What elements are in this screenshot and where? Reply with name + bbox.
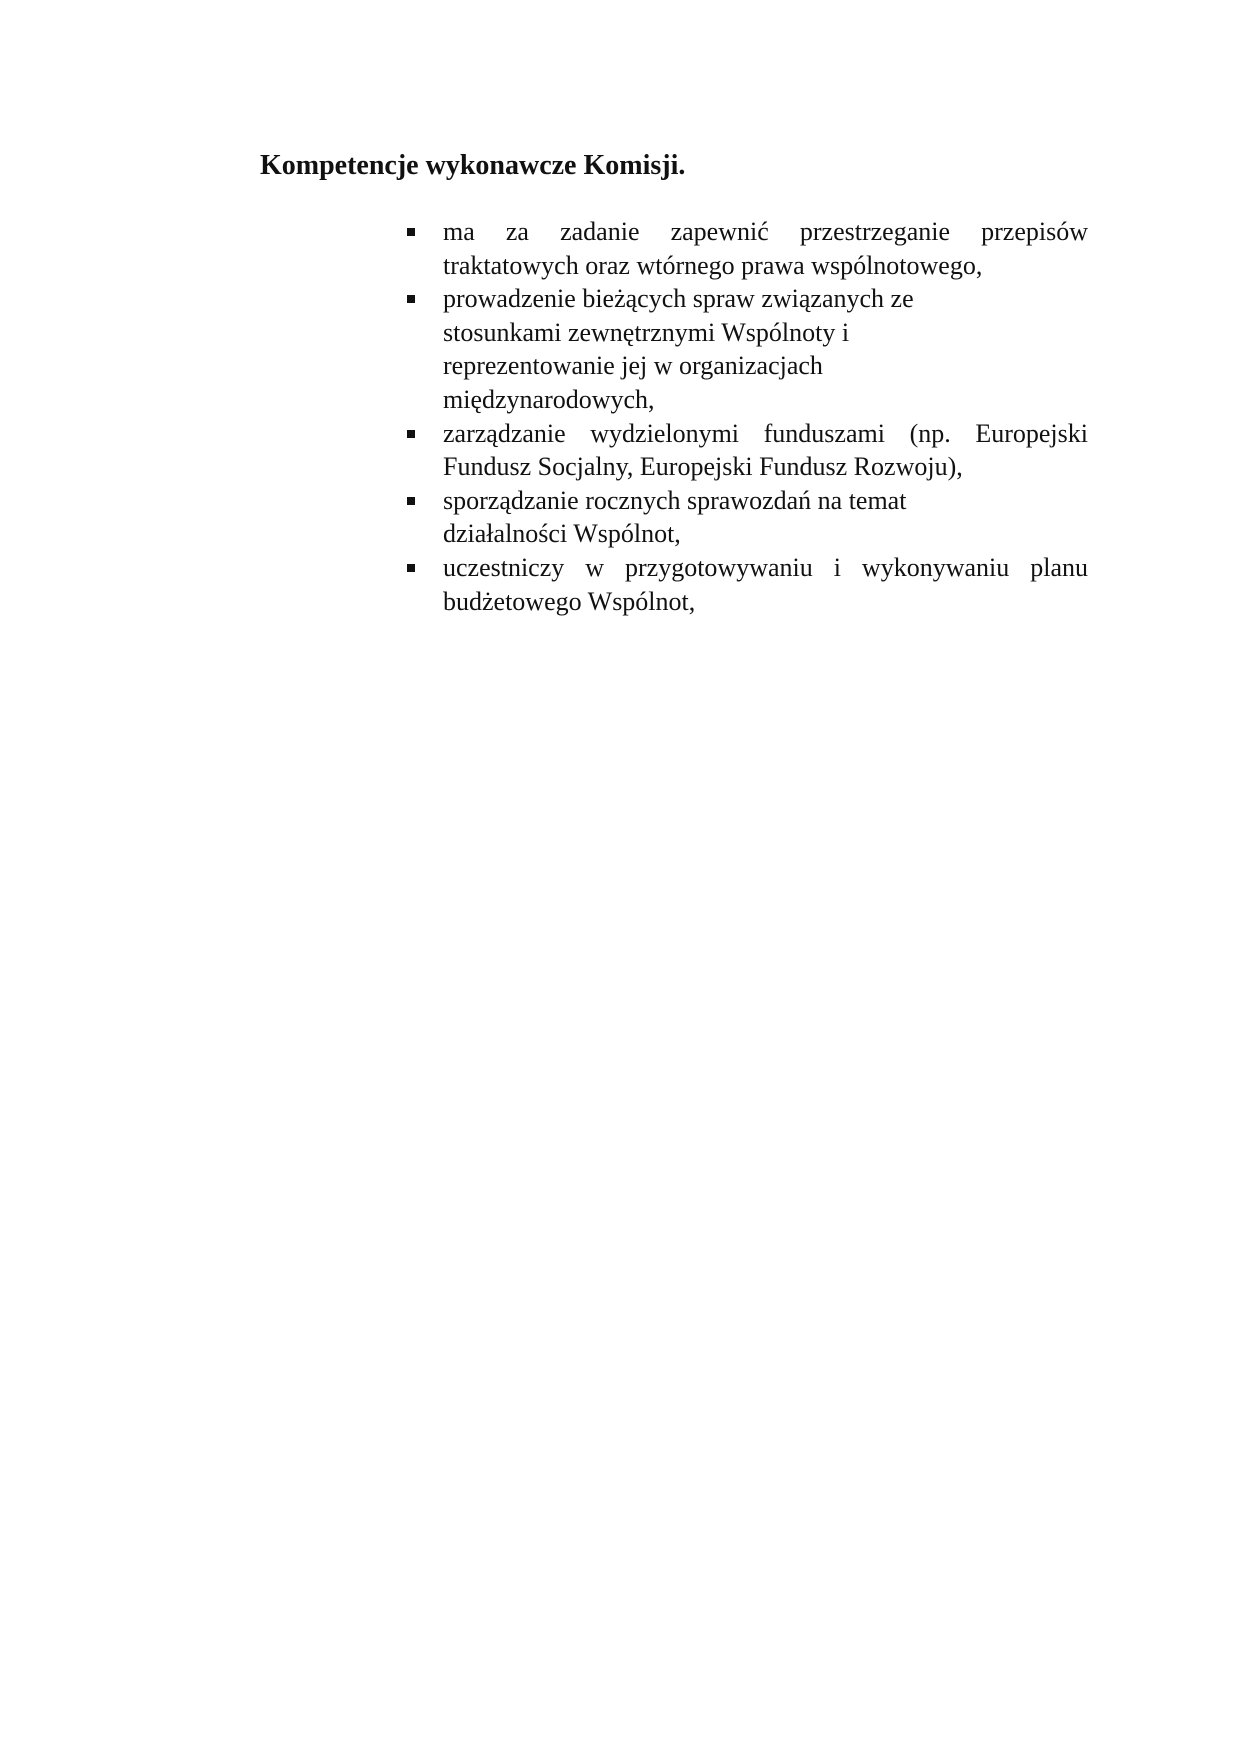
list-item-line: reprezentowanie jej w organizacjach bbox=[443, 351, 823, 381]
list-item-line: prowadzenie bieżących spraw związanych ze bbox=[443, 284, 914, 314]
square-bullet-icon bbox=[407, 497, 415, 505]
list-item-line: ma za zadanie zapewnić przestrzeganie przepisów bbox=[443, 217, 1088, 246]
square-bullet-icon bbox=[407, 564, 415, 572]
list-item bbox=[443, 417, 1103, 484]
list-item-line: stosunkami zewnętrznymi Wspólnoty i bbox=[443, 317, 850, 347]
list-item-line: międzynarodowych, bbox=[443, 384, 655, 414]
square-bullet-icon bbox=[407, 228, 415, 236]
square-bullet-icon bbox=[407, 295, 415, 303]
list-item-line: zarządzanie wydzielonymi funduszami (np. Europejski bbox=[443, 418, 1088, 448]
square-bullet-icon bbox=[407, 430, 415, 438]
bullet-list bbox=[443, 215, 1103, 618]
list-item-line: uczestniczy w przygotowywaniu i wykonywaniu planu bbox=[443, 552, 1088, 582]
list-item-line: Fundusz Socjalny, Europejski Fundusz Rozwoju), bbox=[443, 452, 963, 482]
list-item-line: działalności Wspólnot, bbox=[443, 519, 681, 549]
list-item bbox=[443, 215, 1103, 282]
list-item-line: traktatowych oraz wtórnego prawa wspólnotowego, bbox=[443, 250, 983, 280]
list-item-line: budżetowego Wspólnot, bbox=[443, 586, 696, 616]
list-item-line: sporządzanie rocznych sprawozdań na temat bbox=[443, 485, 907, 515]
list-item bbox=[443, 551, 1103, 618]
list-item bbox=[443, 282, 1103, 416]
list-item bbox=[443, 484, 1103, 551]
document-title: Kompetencje wykonawcze Komisji. bbox=[260, 150, 686, 181]
